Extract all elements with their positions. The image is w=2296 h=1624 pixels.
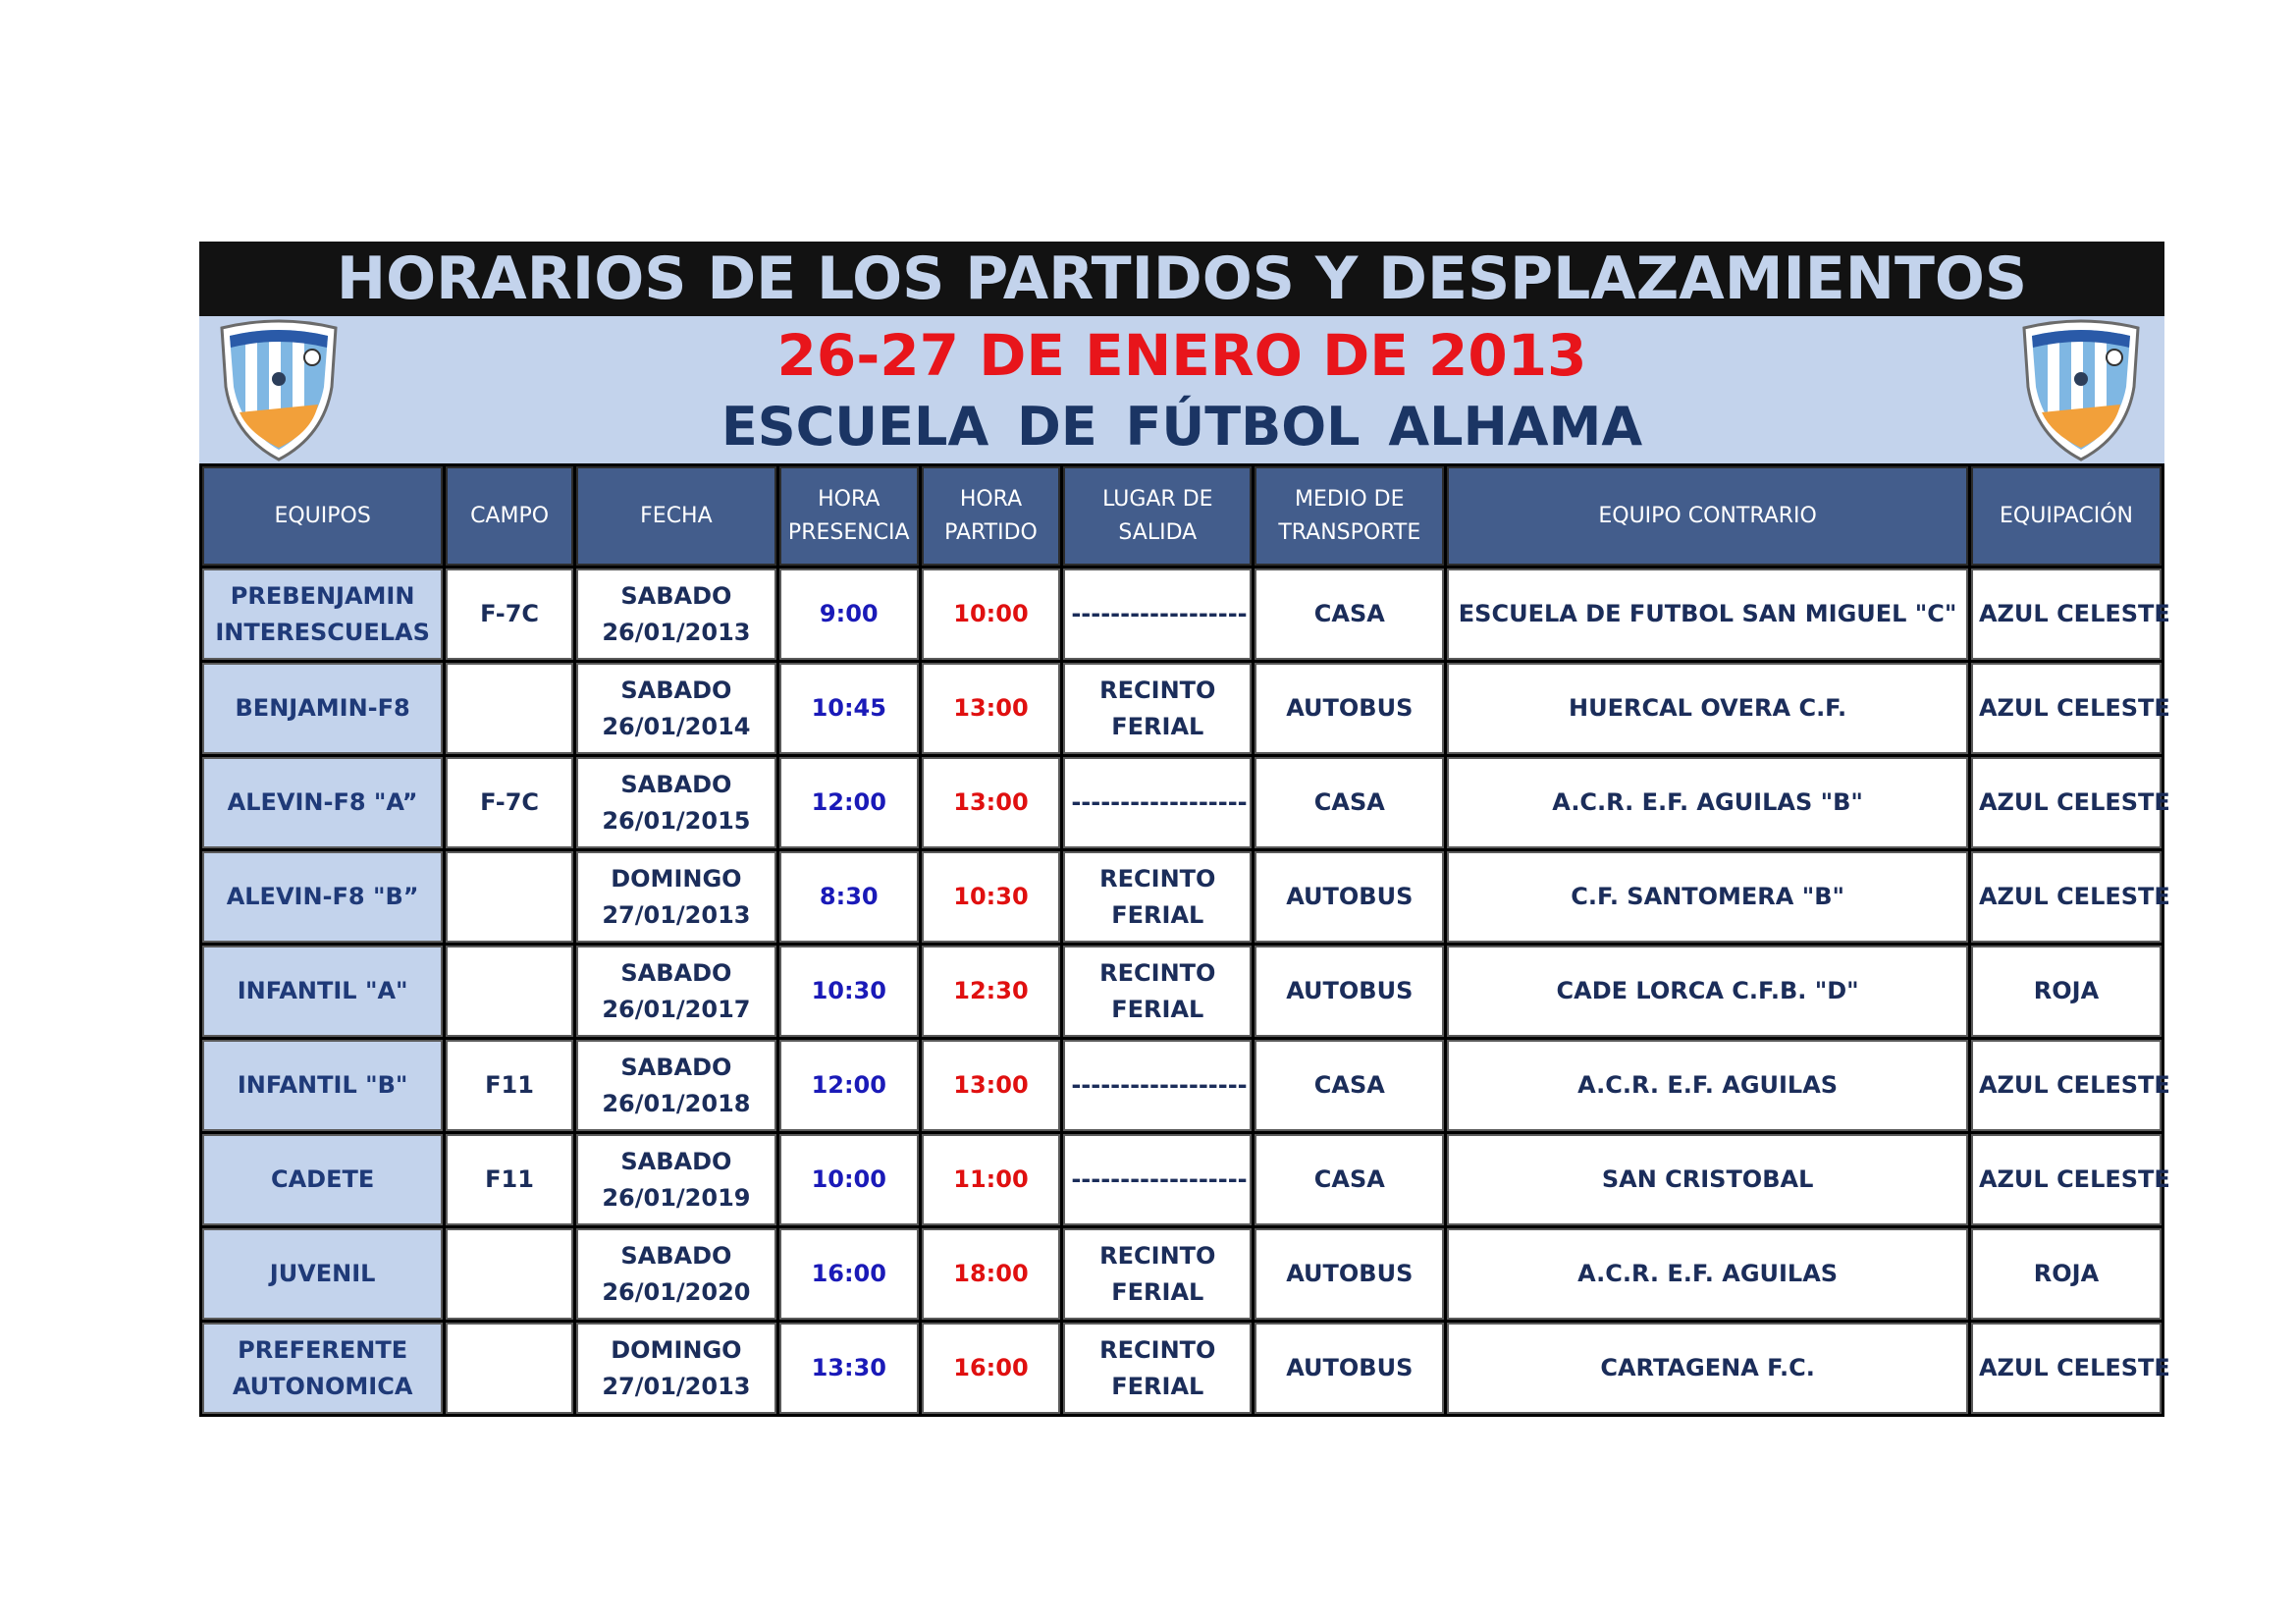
- table-row: [202, 663, 2162, 754]
- equipo-contrario-value: HUERCAL OVERA C.F.: [1569, 694, 1847, 722]
- medio-transporte-value: AUTOBUS: [1286, 1354, 1414, 1381]
- col-campo: [446, 466, 573, 566]
- fecha-day: DOMINGO: [611, 1335, 742, 1364]
- col-fecha-label: FECHA: [640, 503, 713, 528]
- hora-presencia-value: 8:30: [819, 883, 879, 910]
- team-cell: [202, 851, 443, 943]
- medio-transporte-cell: [1255, 946, 1444, 1037]
- col-equipo-contrario: [1447, 466, 1968, 566]
- hora-presencia-value: 16:00: [811, 1260, 886, 1287]
- lugar-salida-cell: [1063, 1228, 1252, 1320]
- fecha-day: SABADO: [620, 676, 732, 704]
- equipo-contrario-cell: [1447, 946, 1968, 1037]
- lugar-salida-cell: [1063, 1323, 1252, 1414]
- campo-value: F11: [485, 1165, 534, 1193]
- hora-presencia-cell: [779, 568, 919, 660]
- col-equipos: [202, 466, 443, 566]
- hora-partido-cell: [922, 663, 1061, 754]
- hora-presencia-value: 10:45: [811, 694, 886, 722]
- equipo-contrario-cell: [1447, 1040, 1968, 1131]
- equipo-contrario-value: CARTAGENA F.C.: [1600, 1354, 1815, 1381]
- col-hora-presencia: [779, 466, 919, 566]
- lugar-salida-line-1: RECINTO: [1099, 1335, 1216, 1364]
- fecha-date: 26/01/2014: [602, 712, 751, 740]
- lugar-salida-line-1: RECINTO: [1099, 676, 1216, 704]
- campo-cell: [446, 1323, 573, 1414]
- fecha-date: 27/01/2013: [602, 900, 751, 929]
- hora-partido-value: 16:00: [953, 1354, 1029, 1381]
- equipo-contrario-value: SAN CRISTOBAL: [1601, 1165, 1814, 1193]
- lugar-salida-cell: [1063, 1134, 1252, 1225]
- equipacion-value: AZUL CELESTE: [1978, 694, 2170, 722]
- equipo-contrario-value: A.C.R. E.F. AGUILAS: [1577, 1071, 1839, 1099]
- hora-partido-value: 13:00: [953, 788, 1029, 816]
- table-row: [202, 946, 2162, 1037]
- table-row: [202, 568, 2162, 660]
- col-hora-presencia-label-1: HORA: [818, 486, 881, 512]
- fecha-cell: [576, 1040, 776, 1131]
- equipacion-cell: [1971, 568, 2170, 660]
- equipacion-value: AZUL CELESTE: [1978, 1071, 2170, 1099]
- event-date: 26-27 DE ENERO DE 2013: [776, 322, 1587, 389]
- team-name-line-1: ALEVIN-F8 "A”: [227, 788, 418, 816]
- team-name-line-1: INFANTIL "A": [237, 977, 408, 1004]
- col-lugar-salida: [1063, 466, 1252, 566]
- lugar-salida-line-2: FERIAL: [1111, 1277, 1204, 1306]
- equipo-contrario-cell: [1447, 1228, 1968, 1320]
- fecha-day: SABADO: [620, 1147, 732, 1175]
- school-name: ESCUELA DE FÚTBOL ALHAMA: [721, 396, 1643, 458]
- hora-presencia-cell: [779, 1323, 919, 1414]
- medio-transporte-value: AUTOBUS: [1286, 694, 1414, 722]
- fecha-date: 26/01/2018: [602, 1089, 751, 1117]
- fecha-day: DOMINGO: [611, 864, 742, 893]
- lugar-salida-line-1: ------------------: [1071, 788, 1248, 816]
- team-name-line-1: PREFERENTE: [238, 1335, 408, 1364]
- hora-presencia-cell: [779, 1228, 919, 1320]
- equipacion-value: AZUL CELESTE: [1978, 883, 2170, 910]
- hora-partido-cell: [922, 1228, 1061, 1320]
- lugar-salida-line-2: FERIAL: [1111, 712, 1204, 740]
- col-contrario-label: EQUIPO CONTRARIO: [1598, 503, 1817, 528]
- equipacion-value: AZUL CELESTE: [1978, 788, 2170, 816]
- banner: [199, 316, 2164, 463]
- lugar-salida-line-2: FERIAL: [1111, 900, 1204, 929]
- hora-presencia-value: 13:30: [811, 1354, 886, 1381]
- medio-transporte-cell: [1255, 1323, 1444, 1414]
- equipo-contrario-value: ESCUELA DE FUTBOL SAN MIGUEL "C": [1458, 600, 1957, 627]
- equipacion-value: ROJA: [2033, 977, 2100, 1004]
- hora-partido-cell: [922, 757, 1061, 848]
- team-cell: [202, 1040, 443, 1131]
- medio-transporte-value: AUTOBUS: [1286, 977, 1414, 1004]
- fecha-cell: [576, 1323, 776, 1414]
- col-medio-label-1: MEDIO DE: [1295, 486, 1405, 512]
- lugar-salida-line-2: FERIAL: [1111, 995, 1204, 1023]
- equipacion-cell: [1971, 1040, 2170, 1131]
- equipo-contrario-cell: [1447, 851, 1968, 943]
- fecha-cell: [576, 1228, 776, 1320]
- col-hora-partido-label-2: PARTIDO: [944, 519, 1038, 545]
- club-crest-icon: [2018, 318, 2144, 461]
- medio-transporte-cell: [1255, 1040, 1444, 1131]
- fecha-day: SABADO: [620, 1053, 732, 1081]
- col-fecha: [576, 466, 776, 566]
- team-cell: [202, 757, 443, 848]
- fecha-cell: [576, 851, 776, 943]
- medio-transporte-cell: [1255, 851, 1444, 943]
- hora-partido-cell: [922, 1323, 1061, 1414]
- campo-cell: [446, 1134, 573, 1225]
- hora-presencia-cell: [779, 757, 919, 848]
- hora-partido-value: 10:00: [953, 600, 1029, 627]
- fecha-cell: [576, 757, 776, 848]
- team-name-line-1: ALEVIN-F8 "B”: [226, 883, 419, 910]
- team-name-line-2: AUTONOMICA: [232, 1372, 413, 1400]
- fecha-date: 26/01/2013: [602, 618, 751, 646]
- fecha-day: SABADO: [620, 770, 732, 798]
- team-name-line-1: INFANTIL "B": [237, 1071, 408, 1099]
- hora-partido-cell: [922, 1040, 1061, 1131]
- fecha-cell: [576, 663, 776, 754]
- medio-transporte-value: CASA: [1313, 788, 1385, 816]
- fecha-day: SABADO: [620, 1241, 732, 1270]
- col-medio-label-2: TRANSPORTE: [1278, 519, 1421, 545]
- campo-cell: [446, 757, 573, 848]
- team-cell: [202, 1228, 443, 1320]
- equipacion-cell: [1971, 757, 2170, 848]
- equipacion-cell: [1971, 663, 2170, 754]
- campo-cell: [446, 568, 573, 660]
- campo-cell: [446, 851, 573, 943]
- hora-partido-cell: [922, 568, 1061, 660]
- table-row: [202, 1323, 2162, 1414]
- hora-presencia-value: 10:30: [811, 977, 886, 1004]
- col-hora-partido: [922, 466, 1061, 566]
- campo-cell: [446, 1228, 573, 1320]
- hora-partido-value: 11:00: [953, 1165, 1029, 1193]
- hora-partido-value: 18:00: [953, 1260, 1029, 1287]
- lugar-salida-line-1: ------------------: [1071, 1165, 1248, 1193]
- medio-transporte-value: CASA: [1313, 1165, 1385, 1193]
- hora-presencia-value: 12:00: [811, 1071, 886, 1099]
- lugar-salida-line-1: RECINTO: [1099, 864, 1216, 893]
- lugar-salida-cell: [1063, 851, 1252, 943]
- lugar-salida-cell: [1063, 757, 1252, 848]
- col-hora-partido-label-1: HORA: [959, 486, 1023, 512]
- hora-presencia-value: 9:00: [819, 600, 879, 627]
- team-cell: [202, 946, 443, 1037]
- team-cell: [202, 568, 443, 660]
- fecha-day: SABADO: [620, 958, 732, 987]
- col-equipacion: [1971, 466, 2162, 566]
- equipo-contrario-value: CADE LORCA C.F.B. "D": [1556, 977, 1859, 1004]
- col-equipacion-label: EQUIPACIÓN: [2000, 503, 2133, 528]
- team-name-line-1: PREBENJAMIN: [230, 581, 415, 610]
- equipo-contrario-value: A.C.R. E.F. AGUILAS "B": [1552, 788, 1863, 816]
- equipacion-cell: [1971, 851, 2170, 943]
- equipo-contrario-cell: [1447, 1323, 1968, 1414]
- hora-presencia-cell: [779, 851, 919, 943]
- lugar-salida-line-1: ------------------: [1071, 600, 1248, 627]
- medio-transporte-value: CASA: [1313, 600, 1385, 627]
- hora-presencia-cell: [779, 1134, 919, 1225]
- fecha-date: 27/01/2013: [602, 1372, 751, 1400]
- lugar-salida-line-1: RECINTO: [1099, 958, 1216, 987]
- hora-partido-value: 12:30: [953, 977, 1029, 1004]
- equipacion-value: AZUL CELESTE: [1978, 1354, 2170, 1381]
- hora-presencia-cell: [779, 663, 919, 754]
- col-equipos-label: EQUIPOS: [274, 503, 371, 528]
- fecha-cell: [576, 1134, 776, 1225]
- medio-transporte-value: CASA: [1313, 1071, 1385, 1099]
- campo-cell: [446, 663, 573, 754]
- lugar-salida-line-1: RECINTO: [1099, 1241, 1216, 1270]
- equipo-contrario-value: C.F. SANTOMERA "B": [1571, 883, 1844, 910]
- table-header-row: [202, 466, 2162, 566]
- campo-value: F11: [485, 1071, 534, 1099]
- hora-partido-value: 13:00: [953, 1071, 1029, 1099]
- fecha-date: 26/01/2017: [602, 995, 751, 1023]
- team-cell: [202, 1323, 443, 1414]
- equipo-contrario-cell: [1447, 1134, 1968, 1225]
- campo-cell: [446, 946, 573, 1037]
- team-name-line-1: CADETE: [270, 1165, 375, 1193]
- equipacion-cell: [1971, 1134, 2170, 1225]
- team-cell: [202, 663, 443, 754]
- fecha-date: 26/01/2019: [602, 1183, 751, 1212]
- hora-partido-value: 13:00: [953, 694, 1029, 722]
- table-row: [202, 757, 2162, 848]
- schedule-body: [202, 568, 2170, 1414]
- hora-presencia-cell: [779, 946, 919, 1037]
- col-lugar-label-1: LUGAR DE: [1102, 486, 1213, 512]
- team-name-line-2: INTERESCUELAS: [215, 618, 430, 646]
- table-row: [202, 1134, 2162, 1225]
- col-campo-label: CAMPO: [470, 503, 550, 528]
- schedule-sheet: [199, 242, 2170, 1417]
- campo-value: F-7C: [480, 788, 540, 816]
- lugar-salida-cell: [1063, 1040, 1252, 1131]
- page-title: HORARIOS DE LOS PARTIDOS Y DESPLAZAMIENTOS: [199, 242, 2164, 316]
- hora-partido-cell: [922, 851, 1061, 943]
- campo-value: F-7C: [480, 600, 540, 627]
- table-row: [202, 1040, 2162, 1131]
- medio-transporte-cell: [1255, 663, 1444, 754]
- hora-partido-value: 10:30: [953, 883, 1029, 910]
- equipo-contrario-cell: [1447, 663, 1968, 754]
- equipo-contrario-value: A.C.R. E.F. AGUILAS: [1577, 1260, 1839, 1287]
- fecha-day: SABADO: [620, 581, 732, 610]
- campo-cell: [446, 1040, 573, 1131]
- team-cell: [202, 1134, 443, 1225]
- equipacion-value: AZUL CELESTE: [1978, 600, 2170, 627]
- equipo-contrario-cell: [1447, 568, 1968, 660]
- lugar-salida-cell: [1063, 946, 1252, 1037]
- table-row: [202, 1228, 2162, 1320]
- medio-transporte-value: AUTOBUS: [1286, 1260, 1414, 1287]
- equipacion-value: ROJA: [2033, 1260, 2100, 1287]
- hora-presencia-value: 12:00: [811, 788, 886, 816]
- fecha-date: 26/01/2020: [602, 1277, 751, 1306]
- medio-transporte-cell: [1255, 757, 1444, 848]
- equipacion-value: AZUL CELESTE: [1978, 1165, 2170, 1193]
- lugar-salida-cell: [1063, 568, 1252, 660]
- equipacion-cell: [1971, 1323, 2170, 1414]
- fecha-cell: [576, 568, 776, 660]
- fecha-date: 26/01/2015: [602, 806, 751, 835]
- medio-transporte-cell: [1255, 568, 1444, 660]
- team-name-line-1: JUVENIL: [269, 1260, 376, 1287]
- col-medio-transporte: [1255, 466, 1444, 566]
- hora-presencia-value: 10:00: [811, 1165, 886, 1193]
- schedule-table: [199, 463, 2170, 1417]
- equipacion-cell: [1971, 946, 2162, 1037]
- hora-presencia-cell: [779, 1040, 919, 1131]
- equipo-contrario-cell: [1447, 757, 1968, 848]
- fecha-cell: [576, 946, 776, 1037]
- lugar-salida-line-1: ------------------: [1071, 1071, 1248, 1099]
- table-row: [202, 851, 2162, 943]
- hora-partido-cell: [922, 1134, 1061, 1225]
- hora-partido-cell: [922, 946, 1061, 1037]
- medio-transporte-cell: [1255, 1228, 1444, 1320]
- medio-transporte-cell: [1255, 1134, 1444, 1225]
- col-lugar-label-2: SALIDA: [1118, 519, 1198, 545]
- col-hora-presencia-label-2: PRESENCIA: [787, 519, 910, 545]
- medio-transporte-value: AUTOBUS: [1286, 883, 1414, 910]
- lugar-salida-cell: [1063, 663, 1252, 754]
- team-name-line-1: BENJAMIN-F8: [235, 694, 410, 722]
- equipacion-cell: [1971, 1228, 2162, 1320]
- lugar-salida-line-2: FERIAL: [1111, 1372, 1204, 1400]
